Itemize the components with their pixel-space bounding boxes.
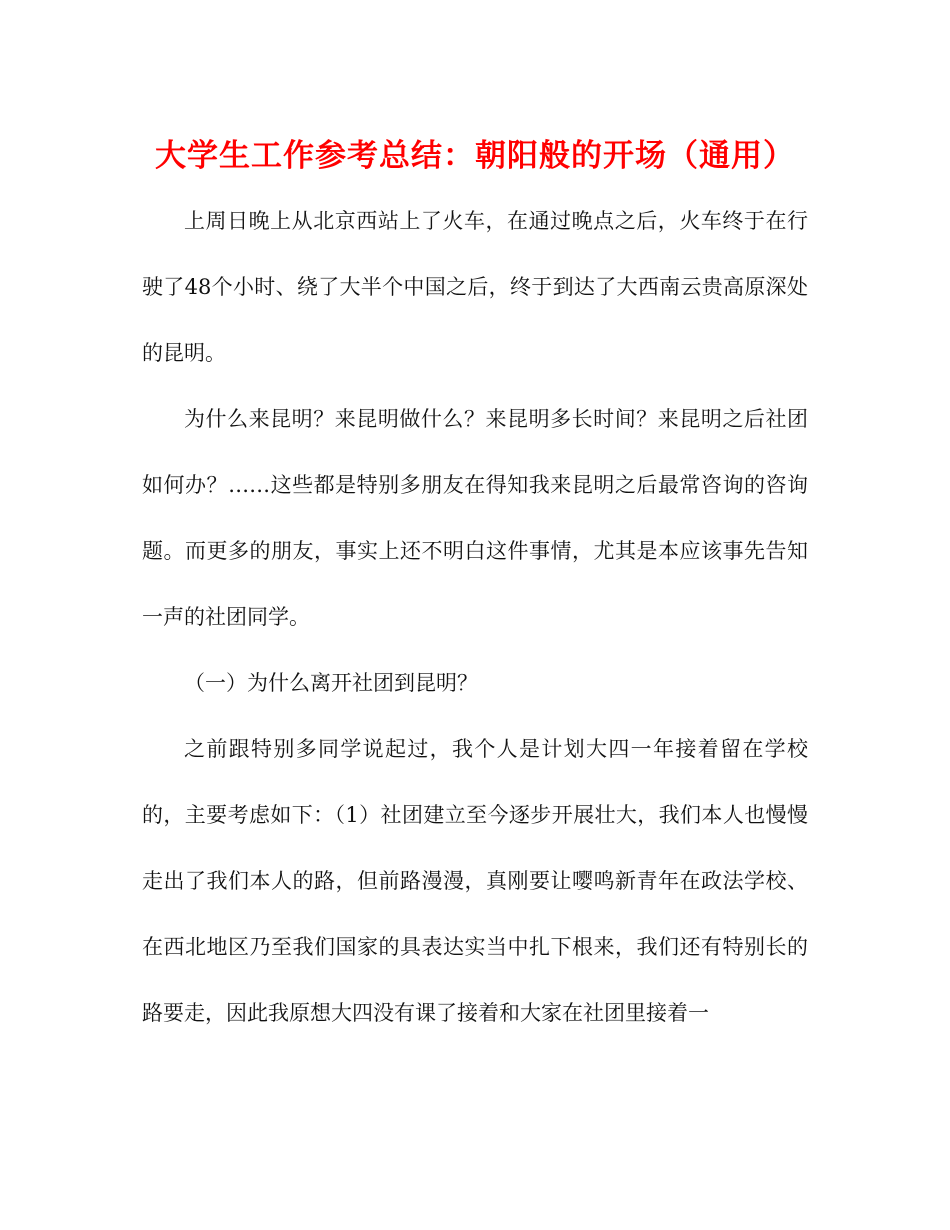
document-title: 大学生工作参考总结：朝阳般的开场（通用） — [155, 138, 795, 174]
paragraph-1: 上周日晚上从北京西站上了火车，在通过晚点之后，火车终于在行驶了48个小时、绕了大半个中国之后，终于到达了大西南云贵高原深处的昆明。 — [142, 209, 808, 365]
document-body — [142, 188, 808, 1046]
paragraph-3: （一）为什么离开社团到昆明？ — [184, 671, 478, 695]
paragraph-2: 为什么来昆明？来昆明做什么？来昆明多长时间？来昆明之后社团如何办？……这些都是特别多朋友在得知我来昆明之后最常咨询的咨询题。而更多的朋友，事实上还不明白这件事情，尤其是本应该事先告知一声的社团同学。 — [142, 407, 808, 629]
paragraph-4: 之前跟特别多同学说起过，我个人是计划大四一年接着留在学校的，主要考虑如下：（1）社团建立至今逐步开展壮大，我们本人也慢慢走出了我们本人的路，但前路漫漫，真刚要让嘤鸣新青年在政法学校、在西北地区乃至我们国家的具表达实当中扎下根来，我们还有特别长的路要走，因此我原想大四没有课了接着和大家在社团里接着一 — [142, 737, 808, 1025]
